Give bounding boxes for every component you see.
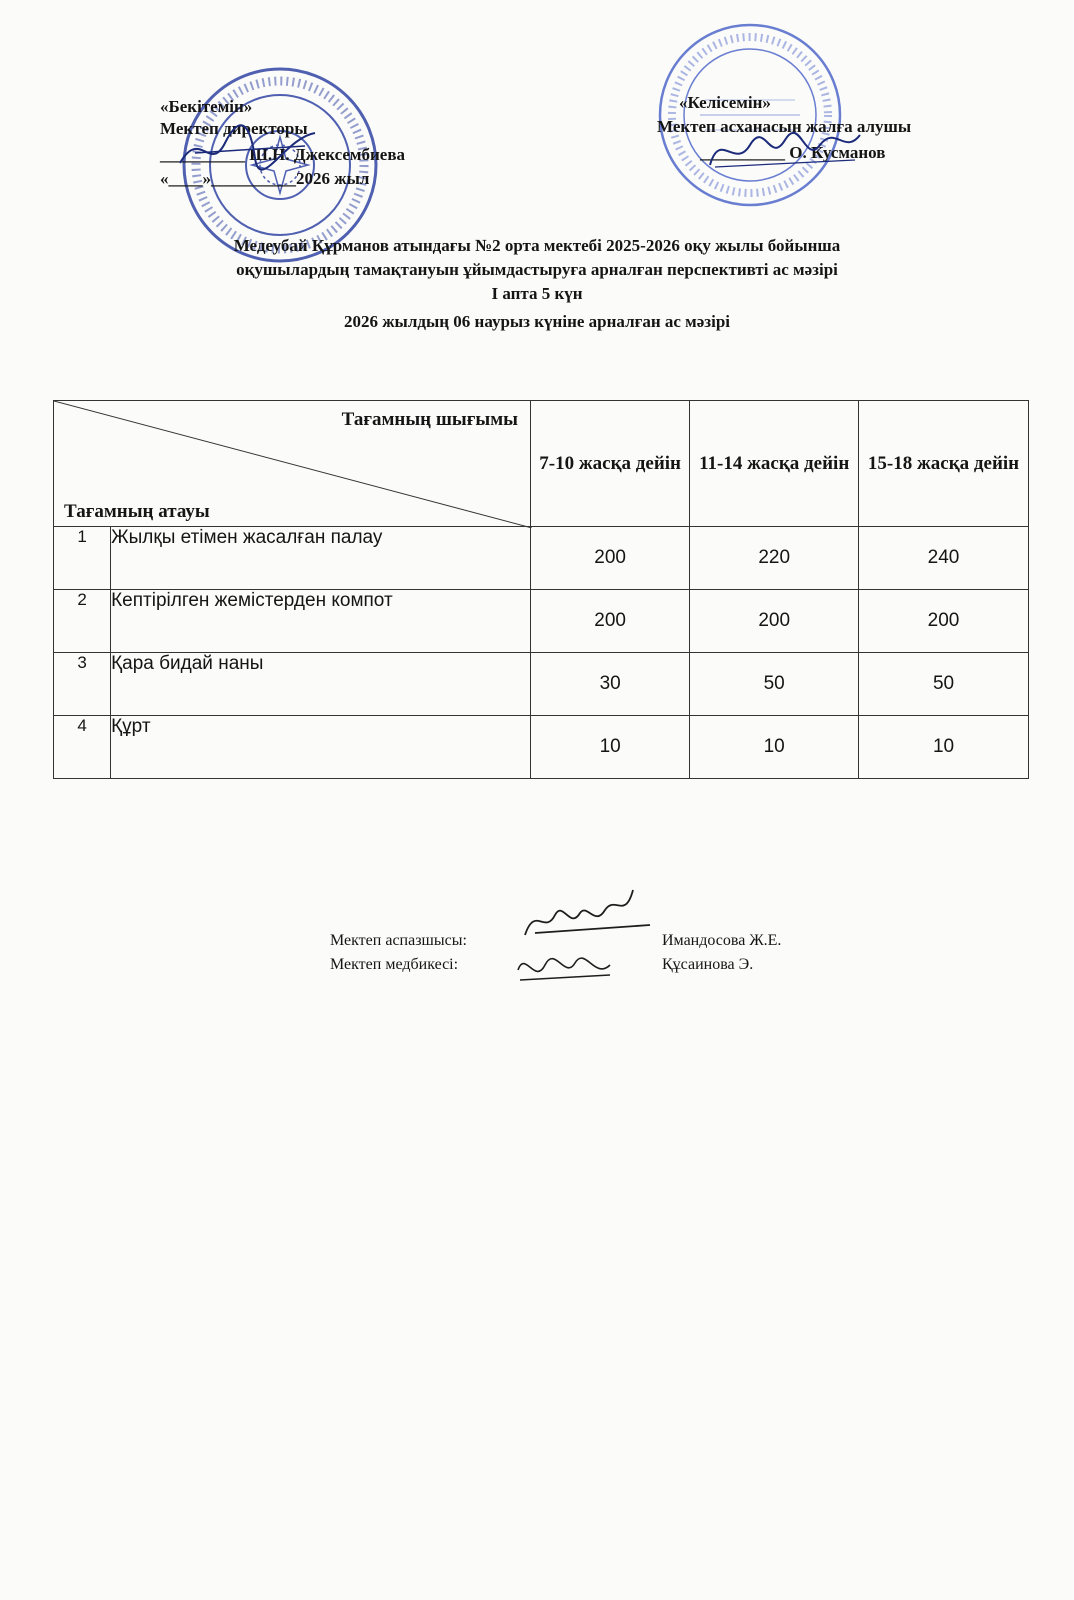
nurse-name: Құсаинова Э.: [662, 956, 754, 973]
nurse-signature: [510, 945, 620, 990]
approve-label: «Бекітемін»: [160, 97, 253, 116]
portion-value: 220: [690, 527, 859, 590]
portion-value: 200: [690, 590, 859, 653]
menu-table: [53, 400, 1029, 779]
table-row: [54, 590, 1029, 653]
dish-name: Құрт: [111, 716, 531, 779]
table-row: [54, 527, 1029, 590]
header-output: Тағамның шығымы: [341, 409, 518, 430]
dish-name: Қара бидай наны: [111, 653, 531, 716]
dish-name: Кептірілген жемістерден компот: [111, 590, 531, 653]
lessee-label: Мектеп асханасын жалға алушы: [657, 117, 912, 136]
nurse-label: Мектеп медбикесі:: [330, 956, 459, 973]
row-number: 3: [54, 653, 111, 716]
portion-value: 240: [859, 527, 1029, 590]
approval-date: «____»__________2026 жыл: [160, 169, 370, 188]
portion-value: 10: [859, 716, 1029, 779]
portion-value: 30: [531, 653, 690, 716]
cook-label: Мектеп аспазшысы:: [330, 932, 467, 949]
cook-signature: [515, 885, 655, 945]
title-line-1: Медеубай Құрманов атындағы №2 орта мектебі 2025-2026 оқу жылы бойынша: [233, 236, 841, 255]
lessee-seal-stamp: [655, 20, 845, 210]
dish-name: Жылқы етімен жасалған палау: [111, 527, 531, 590]
title-line-3: І апта 5 күн: [491, 284, 583, 303]
row-number: 2: [54, 590, 111, 653]
portion-value: 200: [531, 527, 690, 590]
title-line-2: оқушылардың тамақтануын ұйымдастыруға арналған перспективті ас мәзірі: [236, 260, 838, 279]
age-group-header: 11-14 жасқа дейін: [690, 401, 859, 527]
age-group-header: 7-10 жасқа дейін: [531, 401, 690, 527]
lessee-signature: [705, 125, 865, 175]
table-header-row: [54, 401, 1029, 527]
lessee-name: __________ О. Кусманов: [700, 143, 886, 162]
table-row: [54, 653, 1029, 716]
row-number: 1: [54, 527, 111, 590]
portion-value: 10: [690, 716, 859, 779]
portion-value: 200: [859, 590, 1029, 653]
table-row: [54, 716, 1029, 779]
age-group-header: 15-18 жасқа дейін: [859, 401, 1029, 527]
director-label: Мектеп директоры: [160, 119, 308, 138]
portion-value: 50: [690, 653, 859, 716]
cook-name: Имандосова Ж.Е.: [662, 932, 782, 949]
diagonal-header-cell: [54, 401, 531, 527]
portion-value: 10: [531, 716, 690, 779]
director-name: __________ Ш.Н. Джексембиева: [160, 145, 406, 164]
director-signature: [175, 118, 325, 178]
row-number: 4: [54, 716, 111, 779]
portion-value: 200: [531, 590, 690, 653]
title-line-4: 2026 жылдың 06 наурыз күніне арналған ас мәзірі: [343, 312, 731, 331]
agree-label: «Келісемін»: [679, 93, 771, 112]
portion-value: 50: [859, 653, 1029, 716]
header-dish-name: Тағамның атауы: [64, 501, 210, 522]
